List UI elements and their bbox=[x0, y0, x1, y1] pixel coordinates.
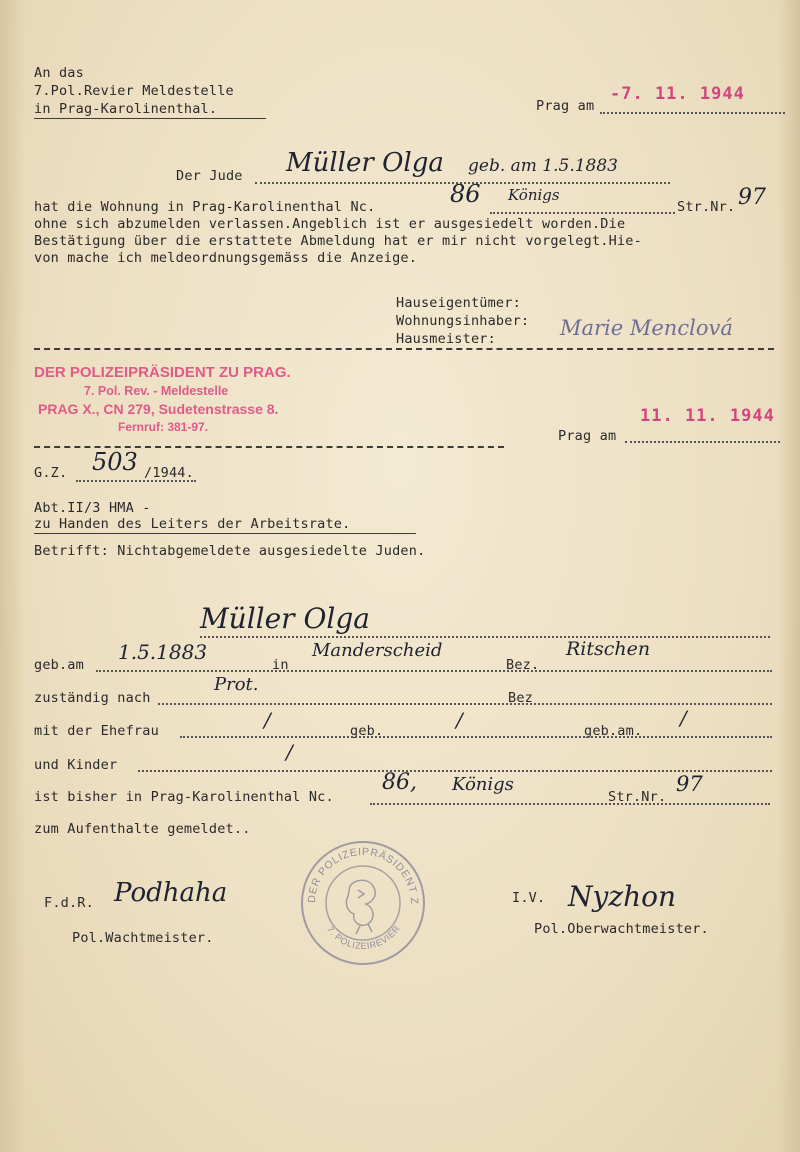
addressee-line-2: 7.Pol.Revier Meldestelle bbox=[34, 83, 234, 99]
gz-dotted-line bbox=[76, 480, 196, 482]
record-children: / bbox=[286, 740, 293, 764]
record-jurisdiction: Prot. bbox=[214, 674, 259, 695]
owner-label: Hauseigentümer: bbox=[396, 295, 521, 311]
children-label: und Kinder bbox=[34, 757, 118, 773]
handwritten-street: Königs bbox=[508, 186, 560, 204]
jurisdiction-bez-label: Bez bbox=[508, 690, 533, 706]
police-stamp-line-3: PRAG X., CN 279, Sudetenstrasse 8. bbox=[38, 401, 279, 417]
street-no-label: Str.Nr. bbox=[677, 199, 736, 215]
second-date-dotted-line bbox=[625, 441, 780, 443]
report-line-2: hat die Wohnung in Prag-Karolinenthal Nc. bbox=[34, 199, 376, 215]
jurisdiction-label: zuständig nach bbox=[34, 690, 151, 706]
department-underline bbox=[34, 533, 416, 534]
record-wife-geb: / bbox=[456, 708, 463, 732]
handwritten-gz-number: 503 bbox=[92, 448, 138, 476]
department-line: Abt.II/3 HMA - bbox=[34, 500, 151, 516]
gz-year: /1944. bbox=[144, 465, 194, 481]
caretaker-signature: Marie Menclová bbox=[560, 316, 733, 340]
born-label: geb.am bbox=[34, 657, 84, 673]
report-line-5: von mache ich meldeordnungsgemäss die Anzeige. bbox=[34, 250, 418, 266]
record-str-label: Str.Nr. bbox=[608, 789, 667, 805]
report-line-4: Bestätigung über die erstattete Abmeldung hat er mir nicht vorgelegt.Hie- bbox=[34, 233, 642, 249]
gz-label: G.Z. bbox=[34, 465, 68, 481]
addressee-underline bbox=[34, 118, 266, 119]
handwritten-name: Müller Olga bbox=[286, 148, 444, 178]
born-dotted-line bbox=[96, 670, 772, 672]
place-date-label: Prag am bbox=[536, 98, 595, 114]
closing-line: zum Aufenthalte gemeldet.. bbox=[34, 821, 251, 837]
second-date-stamp: 11. 11. 1944 bbox=[640, 406, 775, 426]
round-stamp-graphic bbox=[298, 838, 428, 968]
left-signature-prefix: F.d.R. bbox=[44, 895, 94, 911]
record-name-dotted-line bbox=[200, 636, 770, 638]
lion-emblem-icon bbox=[346, 880, 375, 934]
wife-dotted-line bbox=[180, 736, 772, 738]
record-wife: / bbox=[264, 708, 271, 732]
round-stamp-ring-text: DER POLIZEIPRÄSIDENT Z bbox=[305, 845, 421, 905]
left-signature: Podhaha bbox=[114, 878, 228, 908]
record-wife-gebam: / bbox=[680, 706, 687, 730]
right-signature-title: Pol.Oberwachtmeister. bbox=[534, 921, 709, 937]
police-stamp-line-1: DER POLIZEIPRÄSIDENT ZU PRAG. bbox=[34, 364, 291, 381]
round-police-stamp bbox=[298, 838, 428, 968]
record-street-no: 97 bbox=[676, 772, 703, 796]
address-dotted-line-2 bbox=[370, 803, 770, 805]
wife-geb-label: geb. bbox=[350, 723, 384, 739]
report-line-3: ohne sich abzumelden verlassen.Angeblich ist er ausgesiedelt worden.Die bbox=[34, 216, 626, 232]
subject-line: Betrifft: Nichtabgemeldete ausgesiedelte Juden. bbox=[34, 543, 426, 559]
district-label: Bez. bbox=[506, 657, 540, 673]
department-line-2: zu Handen des Leiters der Arbeitsrate. bbox=[34, 516, 351, 532]
date-stamp: -7. 11. 1944 bbox=[610, 84, 745, 104]
record-house-no: 86, bbox=[382, 770, 417, 795]
caretaker-label: Hausmeister: bbox=[396, 331, 496, 347]
jurisdiction-dotted-line bbox=[158, 703, 772, 705]
paper-left-edge bbox=[0, 0, 26, 1152]
address-dotted-line bbox=[490, 212, 675, 214]
addressee-line-1: An das bbox=[34, 65, 84, 81]
birthplace-in-label: in bbox=[272, 657, 289, 673]
record-district: Ritschen bbox=[566, 638, 651, 660]
addressee-line-3: in Prag-Karolinenthal. bbox=[34, 101, 218, 117]
tenant-label: Wohnungsinhaber: bbox=[396, 313, 530, 329]
wife-label: mit der Ehefrau bbox=[34, 723, 159, 739]
date-dotted-line bbox=[600, 112, 785, 114]
paper-right-edge bbox=[778, 0, 800, 1152]
right-signature: Nyzhon bbox=[568, 880, 676, 913]
address-prefix: ist bisher in Prag-Karolinenthal Nc. bbox=[34, 789, 334, 805]
record-handwritten-name: Müller Olga bbox=[200, 602, 370, 635]
section-divider-1 bbox=[34, 348, 774, 350]
record-birthdate: 1.5.1883 bbox=[118, 640, 208, 664]
record-street: Königs bbox=[452, 774, 514, 795]
left-signature-title: Pol.Wachtmeister. bbox=[72, 930, 214, 946]
record-birthplace: Manderscheid bbox=[312, 640, 443, 661]
police-stamp-line-4: Fernruf: 381-97. bbox=[118, 420, 209, 434]
svg-text:DER POLIZEIPRÄSIDENT ZU PRAG · bbox=[298, 838, 420, 905]
wife-gebam-label: geb.am. bbox=[584, 723, 643, 739]
right-signature-prefix: I.V. bbox=[512, 890, 546, 906]
handwritten-house-no: 86 bbox=[450, 180, 481, 208]
police-stamp-line-2: 7. Pol. Rev. - Meldestelle bbox=[84, 384, 229, 398]
subject-label: Der Jude bbox=[176, 168, 243, 184]
handwritten-birthdate: geb. am 1.5.1883 bbox=[468, 156, 618, 176]
second-place-date-label: Prag am bbox=[558, 428, 617, 444]
round-stamp-ring-bottom: 7. POLIZEIREVIER bbox=[324, 923, 402, 952]
handwritten-street-no: 97 bbox=[738, 185, 766, 210]
